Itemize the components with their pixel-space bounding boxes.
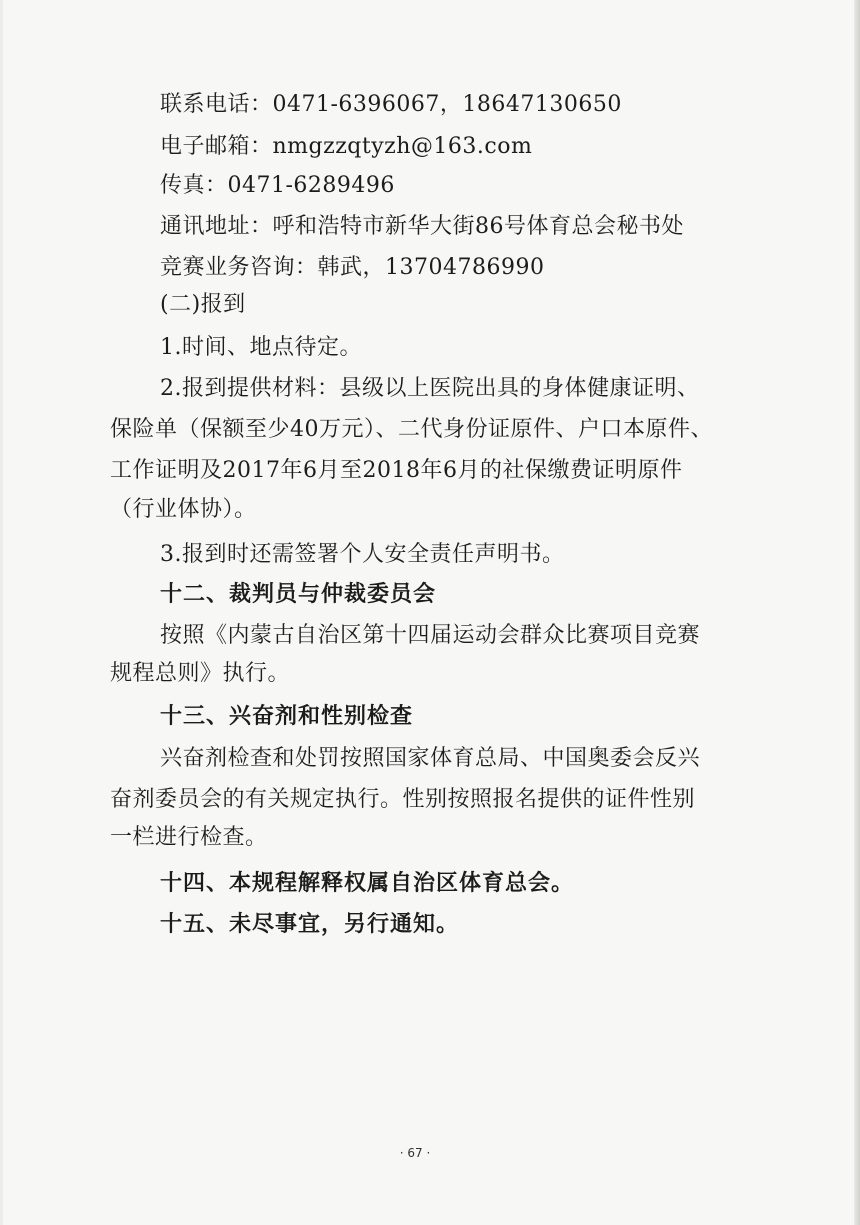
consultation-line: 竞赛业务咨询：韩武，13704786990: [160, 255, 545, 280]
fax-line: 传真：0471-6289496: [160, 173, 395, 198]
section-13-body-3: 一栏进行检查。: [110, 825, 268, 850]
registration-item-2-cont-2: 工作证明及2017年6月至2018年6月的社保缴费证明原件: [110, 458, 683, 483]
section-12-body-1: 按照《内蒙古自治区第十四届运动会群众比赛项目竞赛: [160, 623, 701, 648]
registration-item-1: 1.时间、地点待定。: [160, 335, 362, 360]
section-15-heading: 十五、未尽事宜，另行通知。: [160, 912, 460, 937]
page-edge-left: [0, 0, 3, 1225]
section-13-heading: 十三、兴奋剂和性别检查: [160, 704, 414, 729]
registration-subheading: (二)报到: [160, 292, 246, 317]
email-line: 电子邮箱：nmgzzqtyzh@163.com: [160, 134, 533, 159]
address-line: 通讯地址：呼和浩特市新华大街86号体育总会秘书处: [160, 214, 684, 239]
section-13-body-2: 奋剂委员会的有关规定执行。性别按照报名提供的证件性别: [110, 787, 696, 812]
registration-item-2: 2.报到提供材料：县级以上医院出具的身体健康证明、: [160, 376, 700, 401]
registration-item-2-cont-1: 保险单（保额至少40万元）、二代身份证原件、户口本原件、: [110, 417, 713, 442]
contact-phone-line: 联系电话：0471-6396067，18647130650: [160, 92, 622, 117]
section-12-body-2: 规程总则》执行。: [110, 661, 291, 686]
section-12-heading: 十二、裁判员与仲裁委员会: [160, 582, 437, 607]
section-14-heading: 十四、本规程解释权属自治区体育总会。: [160, 871, 575, 896]
registration-item-2-cont-3: （行业体协）。: [110, 497, 257, 522]
section-13-body-1: 兴奋剂检查和处罚按照国家体育总局、中国奥委会反兴: [160, 746, 701, 771]
page-number: · 67 ·: [399, 1146, 431, 1160]
registration-item-3: 3.报到时还需签署个人安全责任声明书。: [160, 542, 565, 567]
page-edge-right: [854, 0, 860, 1225]
